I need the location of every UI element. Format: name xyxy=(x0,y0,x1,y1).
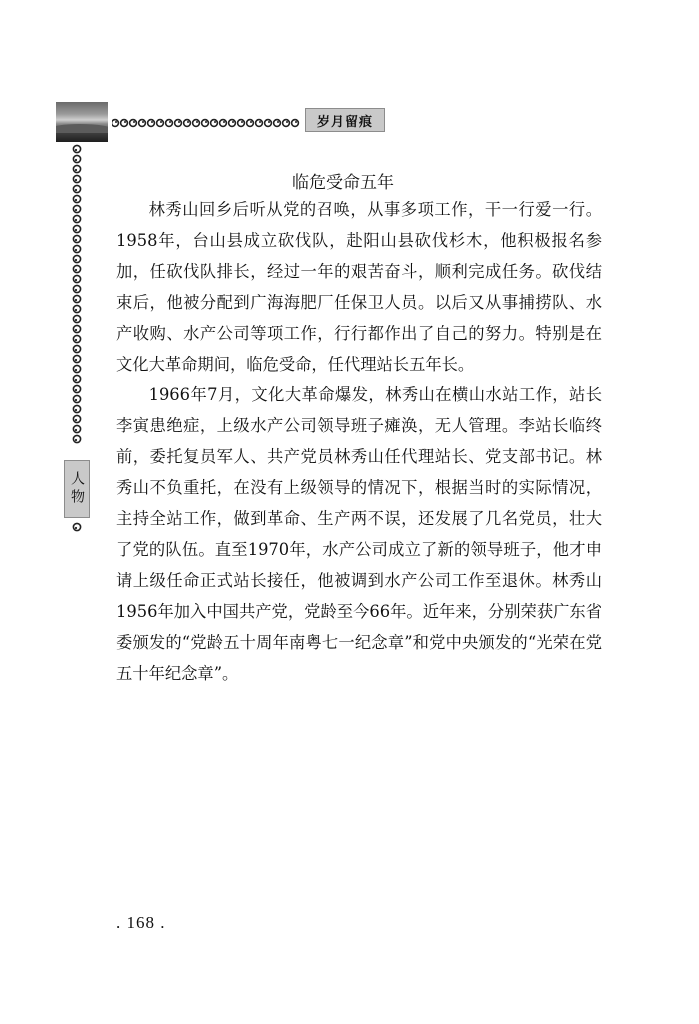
paragraph: 1966年7月，文化大革命爆发，林秀山在横山水站工作，站长李寅患绝症，上级水产公司领导班子瘫涣，无人管理。李站长临终前，委托复员军人、共产党员林秀山任代理站长、党支部书记。林秀山不负重托，在没有上级领导的情况下，根据当时的实际情况，主持全站工作，做到革命、生产两不误，还发展了几名党员，壮大了党的队伍。直至1970年，水产公司成立了新的领导班子，他才申请上级任命正式站长接任，他被调到水产公司工作至退休。林秀山1956年加入中国共产党，党龄至今66年。近年来，分别荣获广东省委颁发的“党龄五十周年南粤七一纪念章”和党中央颁发的“光荣在党五十年纪念章”。 xyxy=(116,385,602,683)
header-ornament-border xyxy=(112,118,304,128)
article-title: 临危受命五年 xyxy=(292,173,394,193)
side-ornament-border-lower xyxy=(70,522,84,536)
side-ornament-border xyxy=(70,144,84,444)
landscape-thumbnail xyxy=(56,102,108,142)
section-label: 岁月留痕 xyxy=(305,108,385,132)
article-body xyxy=(116,195,602,690)
category-tab: 人物 xyxy=(64,460,90,518)
paragraph: 林秀山回乡后听从党的召唤，从事多项工作，干一行爱一行。1958年，台山县成立砍伐队，赴阳山县砍伐杉木，他积极报名参加，任砍伐队排长，经过一年的艰苦奋斗，顺利完成任务。砍伐结束后，他被分配到广海海肥厂任保卫人员。以后又从事捕捞队、水产收购、水产公司等项工作，行行都作出了自己的努力。特别是在文化大革命期间，临危受命，任代理站长五年长。 xyxy=(116,200,602,374)
page-number: . 168 . xyxy=(116,913,166,932)
